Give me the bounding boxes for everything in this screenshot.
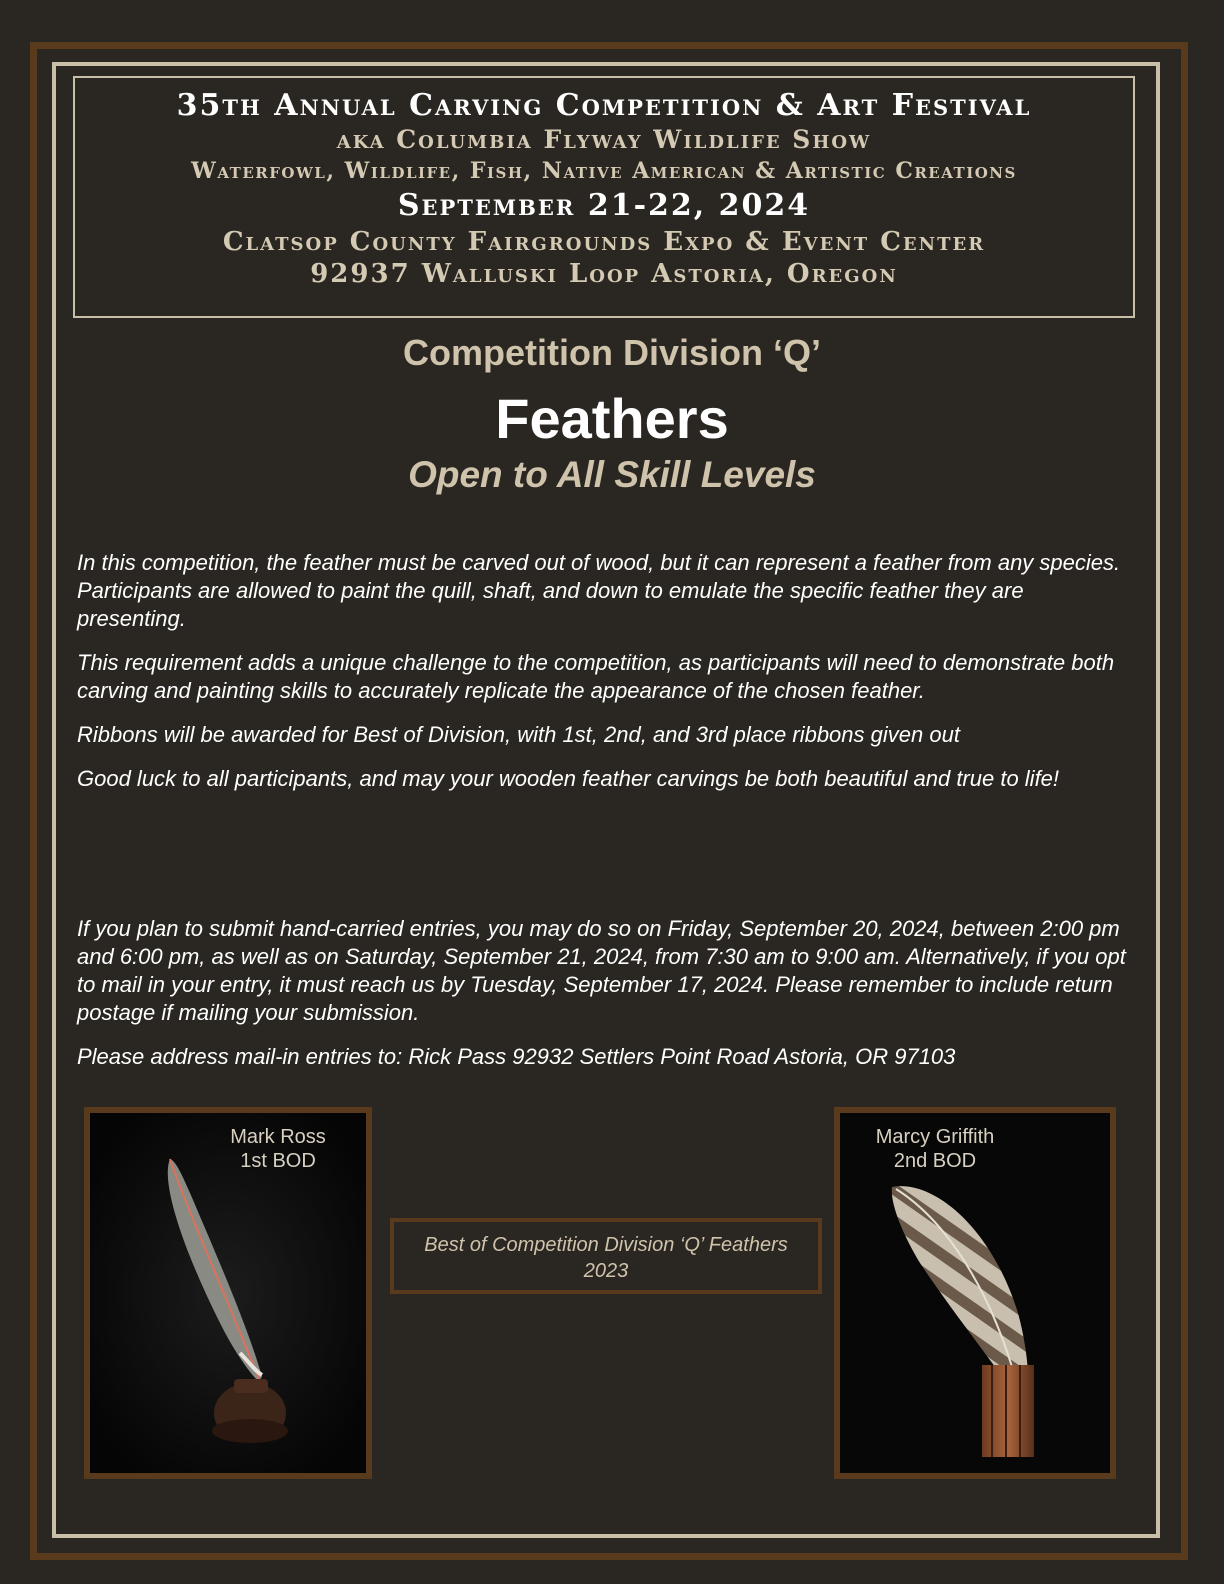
rules-paragraph-1: In this competition, the feather must be carved out of wood, but it can represent a feather from any species. Participants are allowed to paint the quill, shaft, and down to emulate the specific feather they are presenting. (77, 550, 1121, 631)
rules-paragraph-4: Good luck to all participants, and may your wooden feather carvings be both beautiful and true to life! (77, 766, 1060, 791)
event-header (73, 76, 1135, 318)
rules-paragraph-2: This requirement adds a unique challenge to the competition, as participants will need to demonstrate both carving and painting skills to accurately replicate the appearance of the chosen feather. (77, 650, 1115, 703)
event-title: 35th Annual Carving Competition & Art Festival (176, 88, 1032, 123)
event-venue: Clatsop County Fairgrounds Expo & Event Center (222, 227, 986, 257)
event-dates: September 21-22, 2024 (397, 188, 811, 223)
left-photo-caption (198, 1125, 358, 1173)
division-subtitle: Open to All Skill Levels (408, 454, 816, 495)
rules-paragraph-3: Ribbons will be awarded for Best of Division, with 1st, 2nd, and 3rd place ribbons given out (77, 722, 960, 747)
left-photo-name: Mark Ross (230, 1126, 326, 1148)
caption-line-2: 2023 (583, 1260, 629, 1282)
right-photo-caption (855, 1125, 1015, 1173)
event-address: 92937 Walluski Loop Astoria, Oregon (310, 259, 898, 289)
submission-text (77, 915, 1137, 1087)
rules-text (77, 549, 1137, 809)
event-aka: aka Columbia Flyway Wildlife Show (336, 125, 872, 154)
best-of-competition-caption (390, 1218, 822, 1294)
right-photo-name: Marcy Griffith (875, 1126, 995, 1148)
division-name: Feathers (495, 387, 729, 450)
caption-line-1: Best of Competition Division ‘Q’ Feathers (424, 1234, 788, 1256)
left-photo-award: 1st BOD (240, 1150, 316, 1172)
event-categories: Waterfowl, Wildlife, Fish, Native American & Artistic Creations (191, 158, 1017, 184)
division-title: Competition Division ‘Q’ (402, 332, 821, 373)
submission-paragraph: If you plan to submit hand-carried entries, you may do so on Friday, September 20, 2024, between 2:00 pm and 6:00 pm, as well as on Saturday, September 21, 2024, from 7:30 am to 9:00 am. Alternatively, if you opt to mail in your entry, it must reach us by Tuesday, September 17, 2024. Please remember to include return postage if mailing your submission. (77, 916, 1126, 1025)
mailing-address-paragraph: Please address mail-in entries to: Rick Pass 92932 Settlers Point Road Astoria, OR 97103 (77, 1044, 956, 1069)
right-photo-award: 2nd BOD (893, 1150, 977, 1172)
